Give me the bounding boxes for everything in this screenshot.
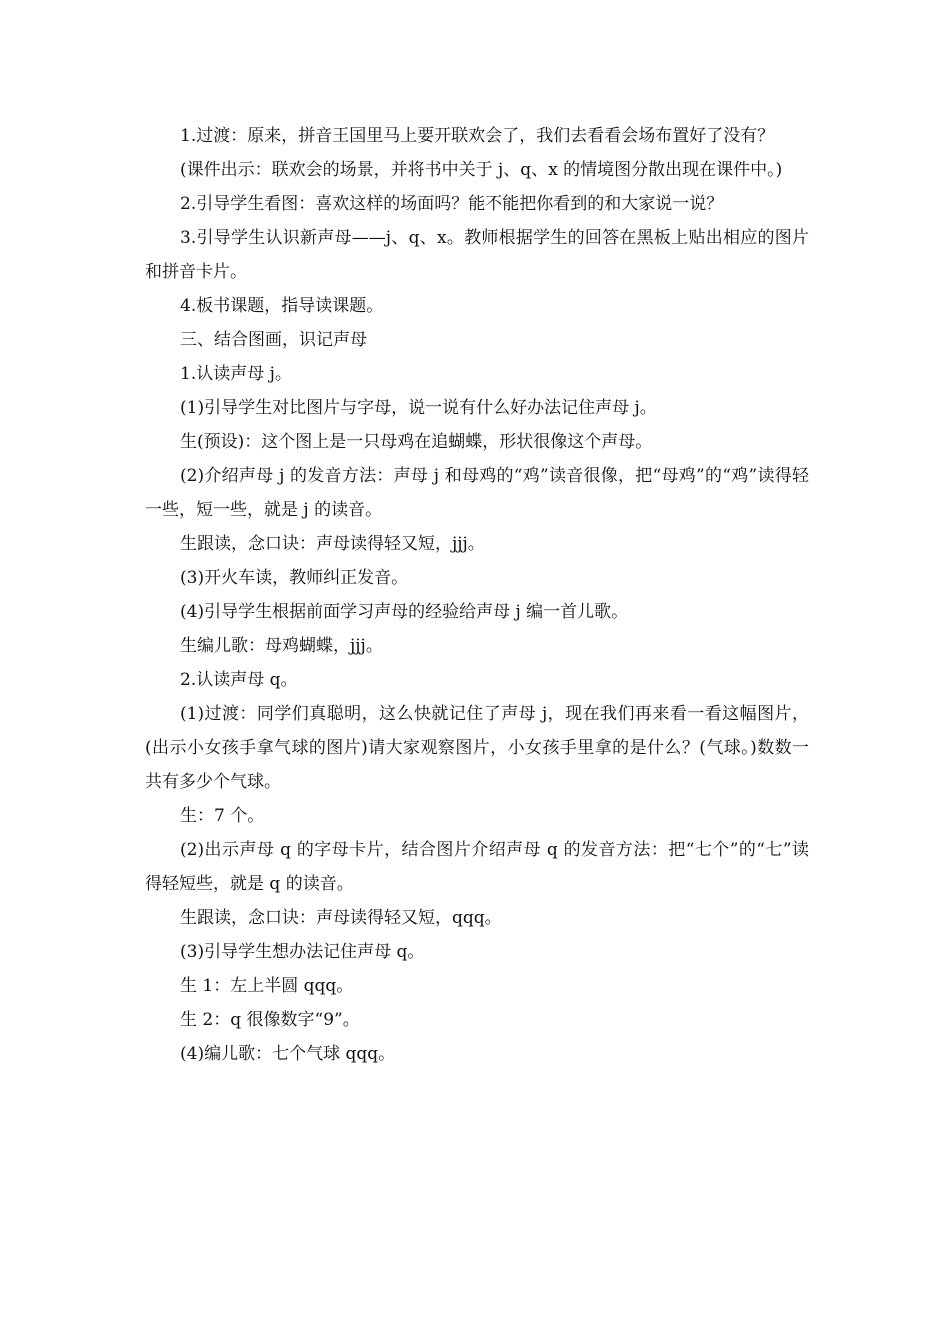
paragraph-7: 1.认读声母 j。 [180,364,292,384]
paragraph-1: 1.过渡：原来，拼音王国里马上要开联欢会了，我们去看看会场布置好了没有？ [180,126,775,146]
paragraph-21: 生 1：左上半圆 qqq。 [180,976,354,996]
paragraph-5: 4.板书课题，指导读课题。 [180,296,384,316]
paragraph-19: 生跟读，念口诀：声母读得轻又短，qqq。 [180,908,502,928]
paragraph-23: (4)编儿歌：七个气球 qqq。 [180,1044,396,1064]
paragraph-9: 生(预设)：这个图上是一只母鸡在追蝴蝶，形状很像这个声母。 [180,432,653,452]
paragraph-14: 生编儿歌：母鸡蝴蝶，jjj。 [180,636,383,656]
paragraph-20: (3)引导学生想办法记住声母 q。 [180,942,425,962]
paragraph-15: 2.认读声母 q。 [180,670,298,690]
paragraph-2: (课件出示：联欢会的场景，并将书中关于 j、q、x 的情境图分散出现在课件中。) [180,160,783,180]
paragraph-16: (1)过渡：同学们真聪明，这么快就记住了声母 j，现在我们再来看一看这幅图片，(出示小女孩手拿气球的图片)请大家观察图片，小女孩手里拿的是什么？(气球。)数数一共有多少个气球。 [145,704,809,792]
document-body [145,119,809,1071]
paragraph-4: 3.引导学生认识新声母——j、q、x。教师根据学生的回答在黑板上贴出相应的图片和拼音卡片。 [145,228,809,282]
paragraph-12: (3)开火车读，教师纠正发音。 [180,568,409,588]
paragraph-3: 2.引导学生看图：喜欢这样的场面吗？能不能把你看到的和大家说一说？ [180,194,724,214]
paragraph-17: 生：7 个。 [180,806,265,826]
paragraph-8: (1)引导学生对比图片与字母，说一说有什么好办法记住声母 j。 [180,398,657,418]
paragraph-13: (4)引导学生根据前面学习声母的经验给声母 j 编一首儿歌。 [180,602,629,622]
paragraph-18: (2)出示声母 q 的字母卡片，结合图片介绍声母 q 的发音方法：把“七个”的“七”读得轻短些，就是 q 的读音。 [145,840,809,894]
section-heading: 三、结合图画，识记声母 [180,330,367,350]
paragraph-11: 生跟读，念口诀：声母读得轻又短，jjj。 [180,534,485,554]
paragraph-22: 生 2：q 很像数字“9”。 [180,1010,360,1030]
paragraph-10: (2)介绍声母 j 的发音方法：声母 j 和母鸡的“鸡”读音很像，把“母鸡”的“鸡”读得轻一些，短一些，就是 j 的读音。 [145,466,809,520]
